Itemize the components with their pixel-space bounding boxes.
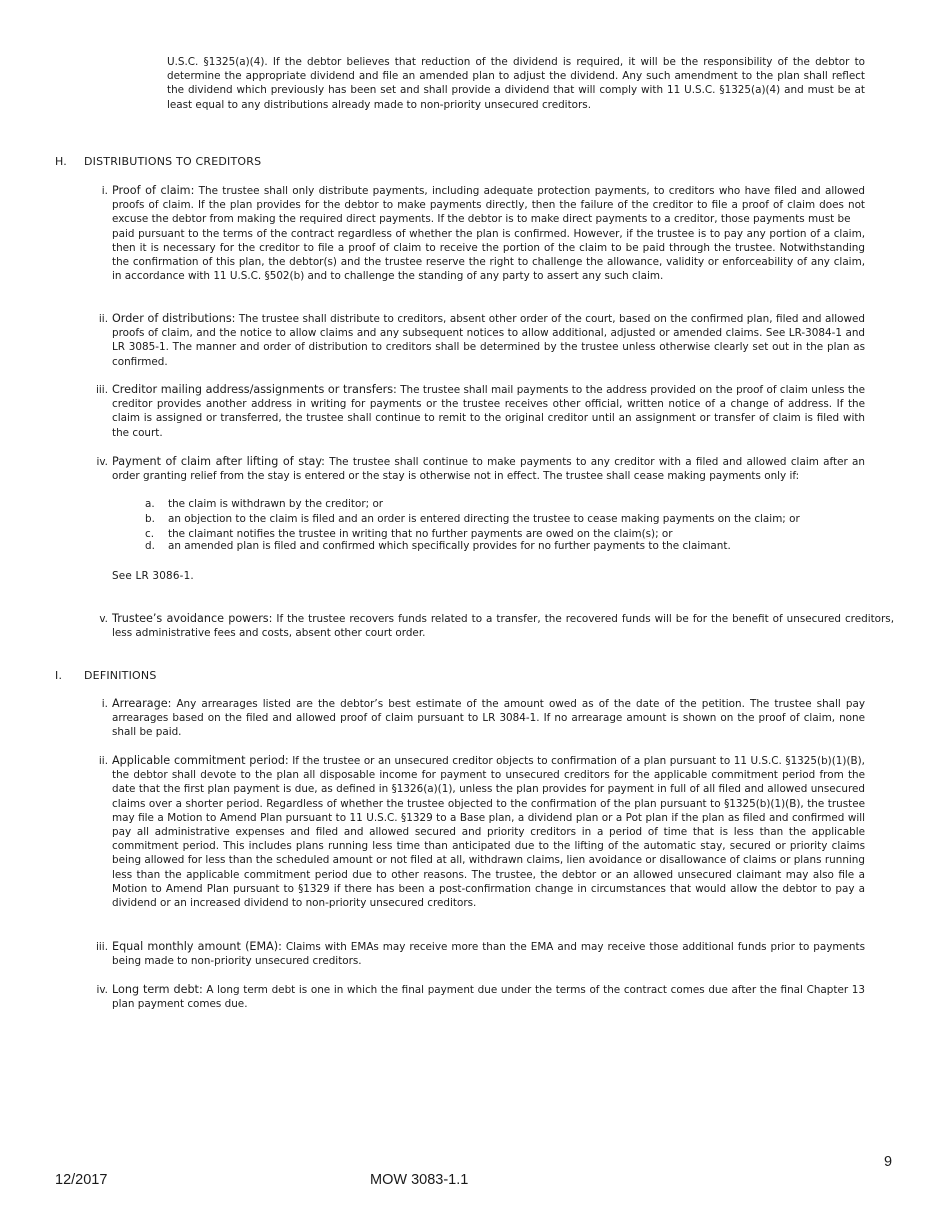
item-text [112, 455, 865, 483]
sub-item-text: the claimant notifies the trustee in writing that no further payments are owed on the claim(s); or [168, 528, 673, 540]
section-letter: I. [55, 669, 63, 682]
item-body: The trustee shall mail payments to the address provided on the proof of claim unless the creditor provides another address in writing for payments or the trustee receives other official, written notice of a change of address. If the claim is assigned or transferred, the trustee shall continue to remit to the original creditor until an assignment or transfer of claim is filed with the court. [112, 384, 865, 439]
item-lead: Equal monthly amount (EMA): [112, 940, 282, 953]
item-body: Any arrearages listed are the debtor’s best estimate of the amount owed as of the date of the petition. The trustee shall pay arrearages based on the filed and allowed proof of claim pursuant to LR 3084-1. If no arrearage amount is shown on the proof of claim, none shall be paid. [112, 698, 865, 739]
item-text [112, 940, 865, 968]
item-lead: Trustee’s avoidance powers: [112, 612, 273, 625]
item-number: iv. [96, 456, 108, 468]
item-body: If the trustee recovers funds related to a transfer, the recovered funds will be for the benefit of unsecured creditors, less administrative fees and costs, absent other court order. [112, 613, 894, 640]
item-body: The trustee shall distribute to creditors, absent other order of the court, based on the confirmed plan, filed and allowed proofs of claim, and the notice to allow claims and any subsequent notices to allow additional, adjusted or amended claims. See LR-3084-1 and LR 3085-1. The manner and order of distribution to creditors shall be determined by the trustee unless otherwise clearly set out in the plan as confirmed. [112, 313, 865, 368]
item-lead: Arrearage: [112, 697, 172, 710]
item-number: iv. [96, 984, 108, 996]
sub-item-letter: b. [145, 513, 155, 525]
item-lead: Proof of claim: [112, 184, 195, 197]
footer-form-id: MOW 3083-1.1 [370, 1172, 469, 1188]
item-body: A long term debt is one in which the final payment due under the terms of the contract comes due after the final Chapter 13 plan payment comes due. [112, 984, 865, 1011]
item-text [112, 754, 865, 910]
sub-item-letter: c. [145, 528, 155, 540]
sub-item-text: an objection to the claim is filed and an order is entered directing the trustee to cease making payments on the claim; or [168, 513, 800, 525]
item-body: Claims with EMAs may receive more than the EMA and may receive those additional funds prior to payments being made to non-priority unsecured creditors. [112, 941, 865, 968]
item-number: ii. [98, 313, 108, 325]
section-title: DISTRIBUTIONS TO CREDITORS [84, 155, 262, 168]
intro-paragraph: U.S.C. §1325(a)(4). If the debtor believes that reduction of the dividend is required, it will be the responsibility of the debtor to determine the appropriate dividend and file an amended plan to adjust the dividend. Any such amendment to the plan shall reflect the dividend which previously has been set and shall provide a dividend that will comply with 11 U.S.C. §1325(a)(4) and must be at least equal to any distributions already made to non-priority unsecured creditors. [167, 56, 865, 111]
item-number: ii. [98, 755, 108, 767]
item-number: i. [101, 185, 108, 197]
section-title: DEFINITIONS [84, 669, 157, 682]
item-text [112, 312, 865, 369]
footer-date: 12/2017 [55, 1172, 108, 1188]
item-body: If the trustee or an unsecured creditor objects to confirmation of a plan pursuant to 11 U.S.C. §1325(b)(1)(B), the debtor shall devote to the plan all disposable income for payment to unsecured creditors for the applicable commitment period from the date that the first plan payment is due, as defined in §1326(a)(1), unless the plan provides for payment in full of all filed and allowed unsecured claims over a shorter period. Regardless of whether the trustee objected to the confirmation of the plan pursuant to §1325(b)(1)(B), the trustee may file a Motion to Amend Plan pursuant to 11 U.S.C. §1329 to a Base plan, a dividend plan or a Pot plan if the plan as filed and confirmed will pay all administrative expenses and filed and allowed secured and priority creditors in a period of time that is less than the applicable commitment period. This includes plans running less time than anticipated due to the lifting of the automatic stay, secured or priority claims being allowed for less than the scheduled amount or not filed at all, withdrawn claims, lien avoidance or disallowance of claims or plans running less than the applicable commitment period due to other reasons. The trustee, the debtor or an allowed unsecured claimant may also file a Motion to Amend Plan pursuant to §1329 if there has been a post-confirmation change in circumstances that would allow the debtor to pay a dividend or an increased dividend to non-priority unsecured creditors. [112, 755, 865, 910]
sub-item-text: an amended plan is filed and confirmed which specifically provides for no further payments to the claimant. [168, 540, 731, 552]
item-text [112, 983, 865, 1011]
item-text-continued: paid pursuant to the terms of the contract regardless of whether the plan is confirmed. However, if the trustee is to pay any portion of a claim, then it is necessary for the creditor to file a proof of claim to receive the portion of the claim to be paid through the trustee. Notwithstanding the confirmation of this plan, the debtor(s) and the trustee reserve the right to challenge the allowance, validity or enforceability of any claim, in accordance with 11 U.S.C. §502(b) and to challenge the standing of any party to assert any such claim. [112, 227, 865, 283]
item-number: i. [101, 698, 108, 710]
item-number: v. [99, 613, 108, 625]
page-number: 9 [884, 1154, 893, 1170]
see-reference: See LR 3086-1. [112, 570, 194, 582]
item-text [112, 383, 865, 440]
item-number: iii. [96, 941, 108, 953]
sub-item-text: the claim is withdrawn by the creditor; or [168, 498, 384, 510]
sub-item-letter: d. [145, 540, 155, 552]
item-text [112, 612, 894, 640]
item-lead: Creditor mailing address/assignments or transfers: [112, 383, 397, 396]
item-lead: Order of distributions: [112, 312, 236, 325]
item-body: The trustee shall continue to make payments to any creditor with a filed and allowed claim after an order granting relief from the stay is entered or the stay is otherwise not in effect. The trustee shall cease making payments only if: [112, 456, 866, 483]
item-lead: Long term debt: [112, 983, 203, 996]
item-body: The trustee shall only distribute payments, including adequate protection payments, to creditors who have filed and allowed proofs of claim. If the plan provides for the debtor to make payments directly, then the failure of the creditor to file a proof of claim does not excuse the debtor from making the required direct payments. If the debtor is to make direct payments to a creditor, those payments must be [112, 185, 865, 226]
section-letter: H. [55, 155, 67, 168]
sub-item-letter: a. [145, 498, 155, 510]
item-lead: Payment of claim after lifting of stay: [112, 455, 325, 468]
item-lead: Applicable commitment period: [112, 754, 289, 767]
item-text [112, 184, 865, 227]
item-number: iii. [96, 384, 108, 396]
item-text [112, 697, 865, 740]
